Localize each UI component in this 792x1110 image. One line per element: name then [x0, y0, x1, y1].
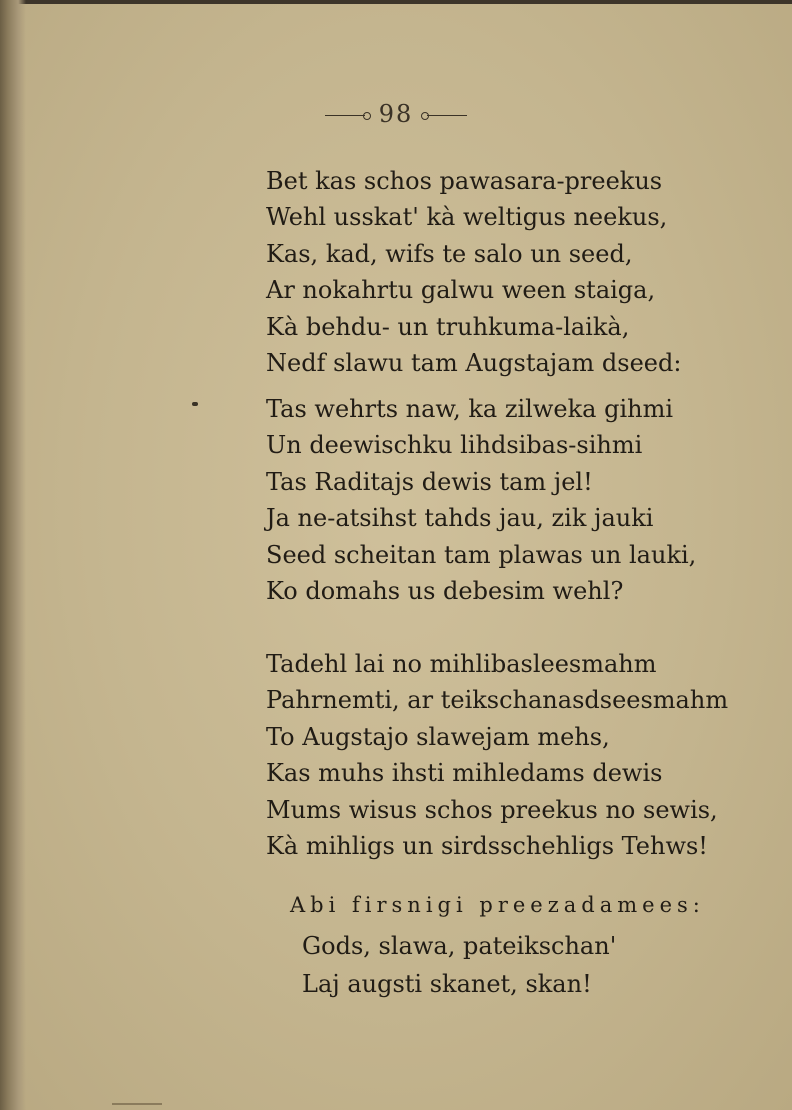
page-number: 98: [378, 100, 414, 128]
verse-line: Kas, kad, wifs te salo un seed,: [266, 239, 633, 268]
verse-line: Tadehl lai no mihlibasleesmahm: [266, 650, 657, 678]
verse-line: Un deewischku lihdsibas-sihmi: [266, 431, 643, 460]
verse-line: Nedf slawu tam Augstajam dseed:: [266, 348, 682, 377]
refrain-intro: Abi firsnigi preezadamees:: [290, 893, 705, 917]
verse-line: Ko domahs us debesim wehl?: [266, 576, 624, 605]
verse-line: Seed scheitan tam plawas un lauki,: [266, 540, 697, 569]
left-ornament-icon: [325, 115, 365, 116]
stanza-3: [266, 646, 728, 864]
verse-line: Bet kas schos pawasara-preekus: [266, 167, 663, 195]
refrain-line: Laj augsti skanet, skan!: [302, 970, 592, 998]
right-ornament-icon: [427, 115, 467, 116]
verse-line: Wehl usskat' kà weltigus neekus,: [266, 203, 668, 232]
bottom-mark: [112, 1103, 162, 1105]
ink-mark: [192, 402, 198, 406]
verse-line: Tas Raditajs dewis tam jel!: [266, 467, 593, 496]
stanza-1: [266, 163, 681, 381]
page-header: [0, 100, 792, 128]
verse-line: Ar nokahrtu galwu ween staiga,: [266, 276, 656, 305]
verse-line: Pahrnemti, ar teikschanasdseesmahm: [266, 686, 729, 715]
refrain-line: Gods, slawa, pateikschan': [302, 932, 617, 960]
verse-line: Kà behdu- un truhkuma-laikà,: [266, 312, 630, 341]
verse-line: Kas muhs ihsti mihledams dewis: [266, 759, 663, 788]
verse-line: Ja ne-atsihst tahds jau, zik jauki: [266, 504, 654, 533]
verse-line: Kà mihligs un sirdsschehligs Tehws!: [266, 831, 708, 860]
verse-line: Mums wisus schos preekus no sewis,: [266, 795, 718, 824]
page-top-edge: [0, 0, 792, 4]
refrain: [302, 927, 616, 1003]
verse-line: To Augstajo slawejam mehs,: [266, 722, 610, 751]
book-spine-shadow: [0, 0, 26, 1110]
verse-line: Tas wehrts naw, ka zilweka gihmi: [266, 395, 674, 423]
stanza-2: [266, 391, 696, 609]
